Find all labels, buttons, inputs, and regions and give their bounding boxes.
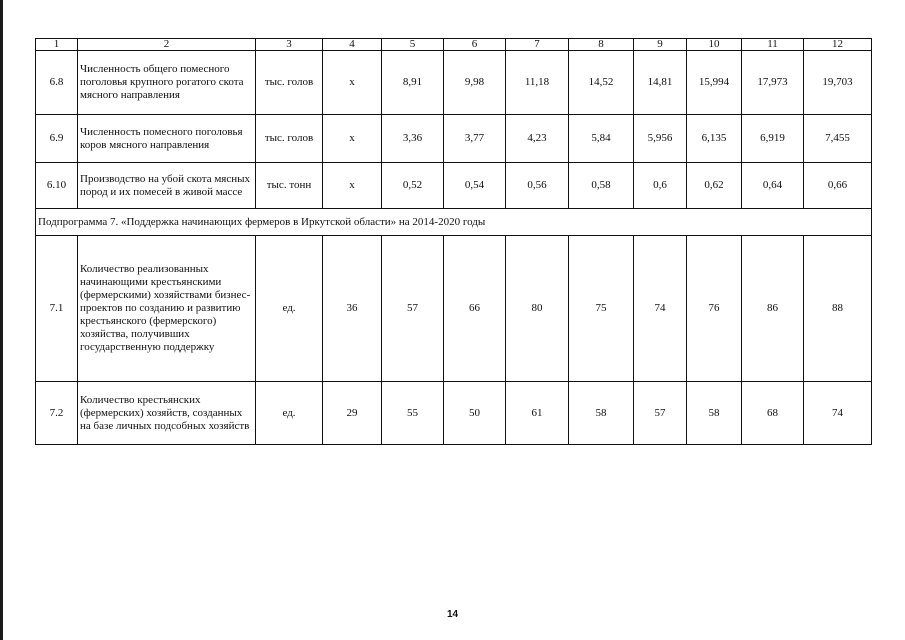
value-cell: 7,455 — [804, 115, 872, 163]
header-cell: 5 — [382, 39, 444, 51]
header-cell: 4 — [323, 39, 382, 51]
value-cell: 14,52 — [569, 51, 634, 115]
table-row — [36, 163, 872, 209]
value-cell: 57 — [634, 382, 687, 445]
value-cell: 58 — [569, 382, 634, 445]
base-value: х — [323, 163, 382, 209]
unit-cell: тыс. голов — [256, 115, 323, 163]
value-cell: 0,66 — [804, 163, 872, 209]
base-value: х — [323, 115, 382, 163]
row-number: 7.1 — [36, 236, 78, 382]
value-cell: 6,919 — [742, 115, 804, 163]
value-cell: 8,91 — [382, 51, 444, 115]
value-cell: 74 — [804, 382, 872, 445]
value-cell: 0,54 — [444, 163, 506, 209]
value-cell: 0,58 — [569, 163, 634, 209]
header-cell: 12 — [804, 39, 872, 51]
header-cell: 8 — [569, 39, 634, 51]
value-cell: 86 — [742, 236, 804, 382]
base-value: 29 — [323, 382, 382, 445]
unit-cell: ед. — [256, 382, 323, 445]
value-cell: 3,77 — [444, 115, 506, 163]
table-row — [36, 236, 872, 382]
table-row — [36, 51, 872, 115]
value-cell: 74 — [634, 236, 687, 382]
indicator-name: Количество крестьянских (фермерских) хозяйств, созданных на базе личных подсобных хозяйств — [78, 382, 256, 445]
value-cell: 58 — [687, 382, 742, 445]
row-number: 6.10 — [36, 163, 78, 209]
value-cell: 50 — [444, 382, 506, 445]
indicator-name: Количество реализованных начинающими крестьянскими (фермерскими) хозяйствами бизнес-проектов по созданию и развитию крестьянского (фермерского) хозяйства, получивших государственную поддержку — [78, 236, 256, 382]
subprogram-title: Подпрограмма 7. «Поддержка начинающих фермеров в Иркутской области» на 2014-2020 годы — [36, 209, 872, 236]
value-cell: 88 — [804, 236, 872, 382]
header-cell: 6 — [444, 39, 506, 51]
header-cell: 2 — [78, 39, 256, 51]
value-cell: 5,956 — [634, 115, 687, 163]
subprogram-row — [36, 209, 872, 236]
value-cell: 68 — [742, 382, 804, 445]
value-cell: 17,973 — [742, 51, 804, 115]
value-cell: 19,703 — [804, 51, 872, 115]
header-cell: 10 — [687, 39, 742, 51]
row-number: 6.9 — [36, 115, 78, 163]
unit-cell: ед. — [256, 236, 323, 382]
indicator-name: Численность помесного поголовья коров мясного направления — [78, 115, 256, 163]
base-value: 36 — [323, 236, 382, 382]
table-row — [36, 382, 872, 445]
indicator-name: Численность общего помесного поголовья крупного рогатого скота мясного направления — [78, 51, 256, 115]
value-cell: 66 — [444, 236, 506, 382]
header-cell: 1 — [36, 39, 78, 51]
value-cell: 76 — [687, 236, 742, 382]
value-cell: 9,98 — [444, 51, 506, 115]
header-row — [36, 39, 872, 51]
value-cell: 15,994 — [687, 51, 742, 115]
value-cell: 4,23 — [506, 115, 569, 163]
scan-left-edge — [0, 0, 3, 640]
value-cell: 57 — [382, 236, 444, 382]
value-cell: 0,56 — [506, 163, 569, 209]
value-cell: 75 — [569, 236, 634, 382]
value-cell: 0,6 — [634, 163, 687, 209]
indicator-name: Производство на убой скота мясных пород и их помесей в живой массе — [78, 163, 256, 209]
value-cell: 5,84 — [569, 115, 634, 163]
value-cell: 3,36 — [382, 115, 444, 163]
header-cell: 3 — [256, 39, 323, 51]
unit-cell: тыс. тонн — [256, 163, 323, 209]
value-cell: 6,135 — [687, 115, 742, 163]
value-cell: 61 — [506, 382, 569, 445]
value-cell: 0,64 — [742, 163, 804, 209]
value-cell: 55 — [382, 382, 444, 445]
header-cell: 9 — [634, 39, 687, 51]
page-number: 14 — [446, 609, 459, 620]
value-cell: 0,52 — [382, 163, 444, 209]
base-value: х — [323, 51, 382, 115]
indicators-table — [35, 38, 872, 445]
row-number: 7.2 — [36, 382, 78, 445]
value-cell: 80 — [506, 236, 569, 382]
header-cell: 7 — [506, 39, 569, 51]
unit-cell: тыс. голов — [256, 51, 323, 115]
value-cell: 0,62 — [687, 163, 742, 209]
row-number: 6.8 — [36, 51, 78, 115]
table-row — [36, 115, 872, 163]
value-cell: 14,81 — [634, 51, 687, 115]
value-cell: 11,18 — [506, 51, 569, 115]
header-cell: 11 — [742, 39, 804, 51]
